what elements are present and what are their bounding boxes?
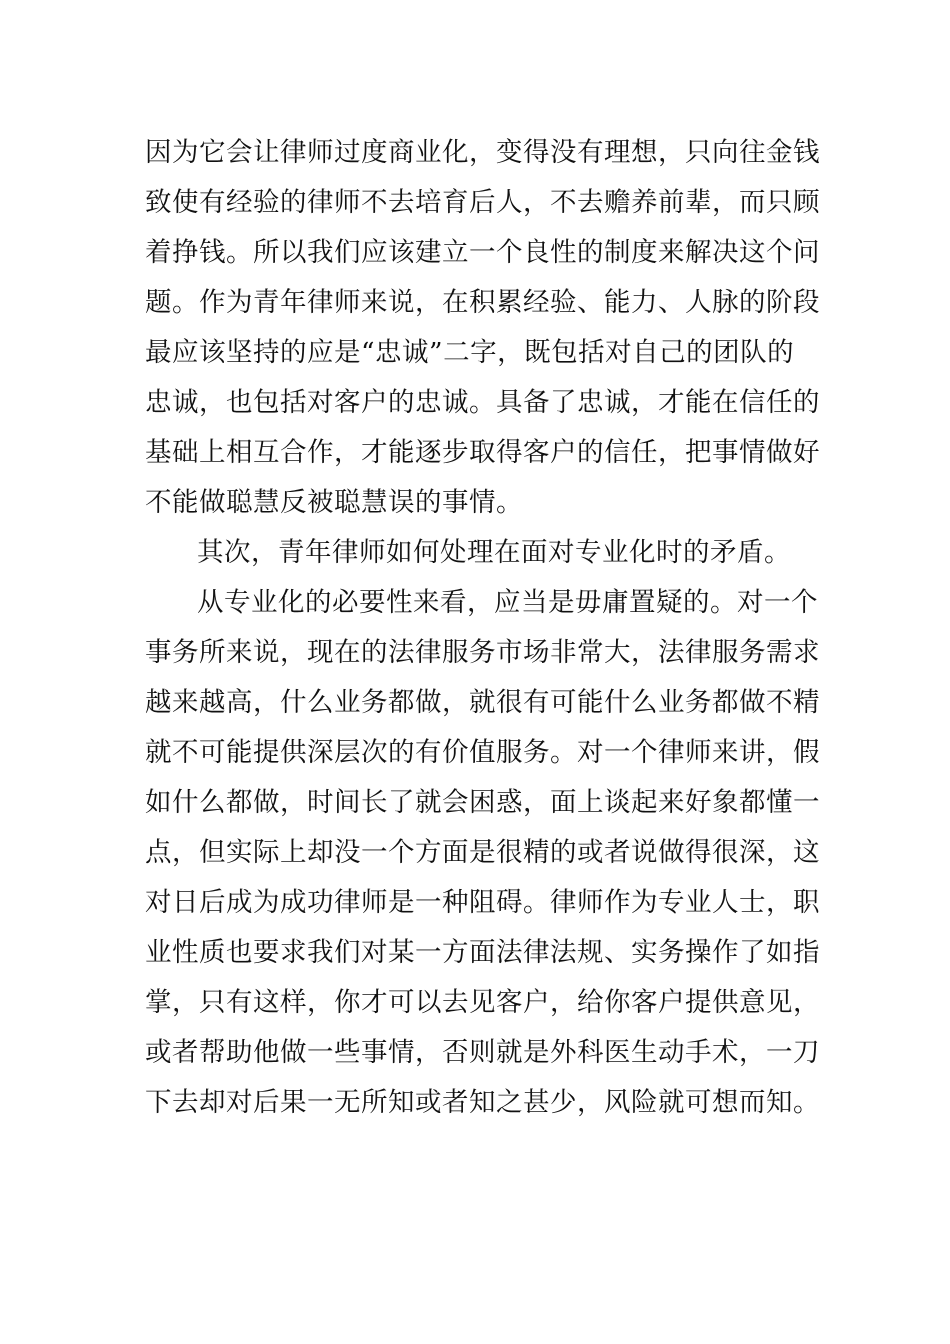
text-line: 下去却对后果一无所知或者知之甚少，风险就可想而知。 [145, 1087, 820, 1118]
text-line: 因为它会让律师过度商业化，变得没有理想，只向往金钱 [145, 137, 820, 168]
text-line: 或者帮助他做一些事情，否则就是外科医生动手术，一刀 [145, 1037, 820, 1068]
text-line: 最应该坚持的应是“忠诚”二字，既包括对自己的团队的 [145, 337, 795, 368]
paragraph-first-line: 其次，青年律师如何处理在面对专业化时的矛盾。 [197, 537, 791, 568]
text-line: 着挣钱。所以我们应该建立一个良性的制度来解决这个问 [145, 237, 820, 268]
text-line: 忠诚，也包括对客户的忠诚。具备了忠诚，才能在信任的 [145, 387, 820, 418]
text-line: 致使有经验的律师不去培育后人，不去赡养前辈，而只顾 [145, 187, 820, 218]
text-line: 越来越高，什么业务都做，就很有可能什么业务都做不精 [145, 687, 820, 718]
paragraph-first-line: 从专业化的必要性来看，应当是毋庸置疑的。对一个 [197, 587, 818, 618]
text-line: 题。作为青年律师来说，在积累经验、能力、人脉的阶段 [145, 287, 820, 318]
text-line: 点，但实际上却没一个方面是很精的或者说做得很深，这 [145, 837, 820, 868]
text-line: 基础上相互合作，才能逐步取得客户的信任，把事情做好 [145, 437, 820, 468]
text-line: 如什么都做，时间长了就会困惑，面上谈起来好象都懂一 [145, 787, 820, 818]
text-line: 就不可能提供深层次的有价值服务。对一个律师来讲，假 [145, 737, 820, 768]
text-line: 事务所来说，现在的法律服务市场非常大，法律服务需求 [145, 637, 820, 668]
text-line: 掌，只有这样，你才可以去见客户，给你客户提供意见， [145, 987, 820, 1018]
text-line: 业性质也要求我们对某一方面法律法规、实务操作了如指 [145, 937, 820, 968]
body-text [145, 128, 820, 1128]
text-line: 不能做聪慧反被聪慧误的事情。 [145, 487, 523, 518]
text-line: 对日后成为成功律师是一种阻碍。律师作为专业人士，职 [145, 887, 820, 918]
